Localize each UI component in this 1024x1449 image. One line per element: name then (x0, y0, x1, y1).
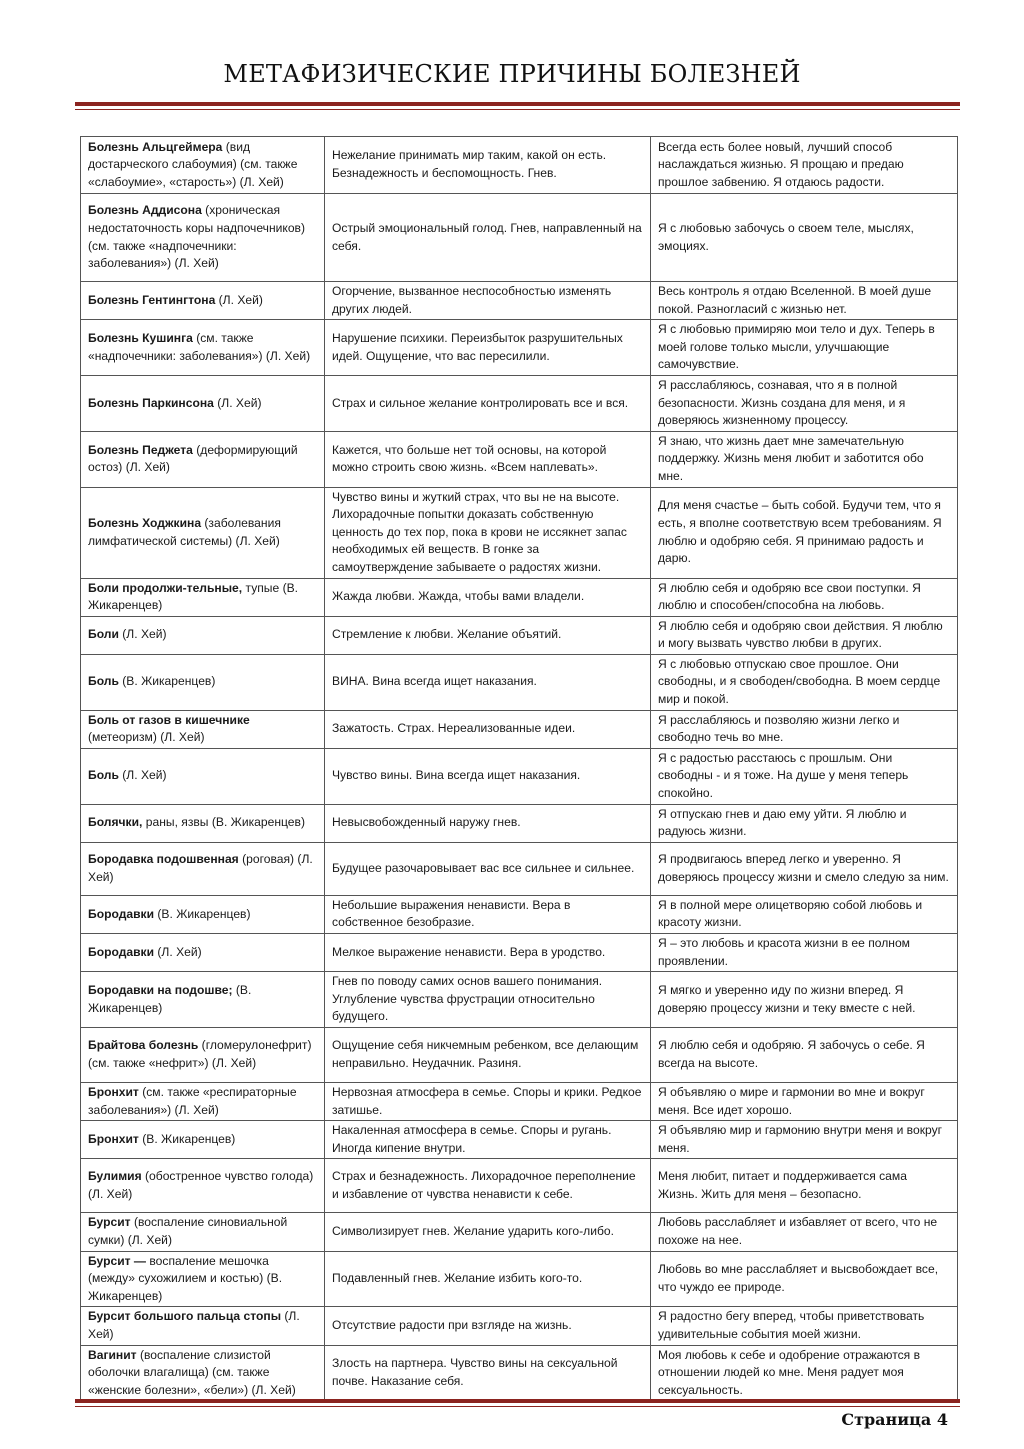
disease-note: (В. Жикаренцев) (138, 1131, 236, 1146)
affirmation-cell: Я расслабляюсь и позволяю жизни легко и свободно течь во мне. (651, 710, 958, 748)
cause-cell: Накаленная атмосфера в семье. Споры и ругань. Иногда кипение внутри. (325, 1121, 651, 1159)
table-row (81, 375, 958, 431)
table-row (81, 1345, 958, 1401)
disease-name: Бородавка подошвенная (88, 852, 239, 867)
disease-note: раны, язвы (В. Жикаренцев) (142, 815, 305, 830)
table-row (81, 320, 958, 376)
cause-cell: Ощущение себя никчемным ребенком, все делающим неправильно. Неудачник. Разиня. (325, 1027, 651, 1082)
disease-name: Болезнь Ходжкина (88, 515, 202, 530)
disease-name-cell (81, 282, 325, 320)
affirmation-cell: Я люблю себя и одобряю. Я забочусь о себе. Я всегда на высоте. (651, 1027, 958, 1082)
disease-note: (обостренное чувство голода) (Л. Хей) (88, 1169, 314, 1201)
disease-note: (Л. Хей) (88, 1309, 300, 1341)
table-row (81, 1121, 958, 1159)
table-row (81, 487, 958, 578)
affirmation-cell: Я люблю себя и одобряю свои действия. Я люблю и могу вызвать чувство любви в других. (651, 616, 958, 654)
disease-name-cell (81, 375, 325, 431)
cause-cell: Чувство вины. Вина всегда ищет наказания. (325, 748, 651, 804)
disease-note: тупые (В. Жикаренцев) (88, 580, 299, 613)
affirmation-cell: Для меня счастье – быть собой. Будучи тем, что я есть, я вполне соответствую всем требованиям. Я люблю и одобряю себя. Я принимаю радость и дарю. (651, 487, 958, 578)
disease-name: Боль от газов в кишечнике (88, 712, 250, 727)
table-row (81, 1251, 958, 1307)
footer-rule-thick (75, 1399, 960, 1403)
table-row (81, 934, 958, 972)
disease-name-cell (81, 1027, 325, 1082)
disease-name: Бородавки (88, 906, 155, 921)
affirmation-cell: Всегда есть более новый, лучший способ наслаждаться жизнью. Я прощаю и предаю прошлое забвению. Я отдаюсь радости. (651, 137, 958, 194)
disease-name-cell (81, 320, 325, 376)
disease-name: Болячки, (88, 815, 143, 830)
affirmation-cell: Любовь во мне расслабляет и высвобождает все, что чуждо ее природе. (651, 1251, 958, 1307)
affirmation-cell: Я с любовью забочусь о своем теле, мыслях, эмоциях. (651, 194, 958, 282)
table-row (81, 1307, 958, 1345)
disease-name: Бородавки (88, 944, 155, 959)
affirmation-cell: Весь контроль я отдаю Вселенной. В моей душе покой. Разногласий с жизнью нет. (651, 282, 958, 320)
disease-name: Болезнь Кушинга (88, 330, 193, 345)
header-rule-thin (75, 109, 960, 110)
footer-rule-thin (75, 1406, 960, 1407)
cause-cell: Злость на партнера. Чувство вины на сексуальной почве. Наказание себя. (325, 1345, 651, 1401)
cause-cell: Жажда любви. Жажда, чтобы вами владели. (325, 578, 651, 616)
table-row (81, 748, 958, 804)
disease-name-cell (81, 578, 325, 616)
disease-note: (вид достарческого слабоумия) (см. также «слабоумие», «старость») (Л. Хей) (88, 139, 298, 189)
table-row (81, 578, 958, 616)
disease-name-cell (81, 1121, 325, 1159)
table-row (81, 1027, 958, 1082)
disease-note: (Л. Хей) (154, 944, 202, 959)
cause-cell: Мелкое выражение ненависти. Вера в уродство. (325, 934, 651, 972)
cause-cell: Отсутствие радости при взгляде на жизнь. (325, 1307, 651, 1345)
table-row (81, 895, 958, 933)
affirmation-cell: Я знаю, что жизнь дает мне замечательную поддержку. Жизнь меня любит и заботится обо мне. (651, 431, 958, 487)
cause-cell: Нежелание принимать мир таким, какой он есть. Безнадежность и беспомощность. Гнев. (325, 137, 651, 194)
affirmation-cell: Моя любовь к себе и одобрение отражаются в отношении людей ко мне. Меня радует моя сексуальность. (651, 1345, 958, 1401)
cause-cell: Зажатость. Страх. Нереализованные идеи. (325, 710, 651, 748)
disease-name-cell (81, 748, 325, 804)
cause-cell: Страх и сильное желание контролировать все и вся. (325, 375, 651, 431)
table-row (81, 710, 958, 748)
disease-name-cell (81, 431, 325, 487)
disease-name-cell (81, 710, 325, 748)
affirmation-cell: Я объявляю мир и гармонию внутри меня и вокруг меня. (651, 1121, 958, 1159)
disease-name: Бурсит большого пальца стопы (88, 1309, 282, 1324)
affirmation-cell: Я люблю себя и одобряю все свои поступки. Я люблю и способен/способна на любовь. (651, 578, 958, 616)
disease-note: воспаление мешочка (между» сухожилием и костью) (В. Жикаренцев) (88, 1253, 283, 1303)
table-row (81, 804, 958, 842)
disease-name-cell (81, 654, 325, 710)
diseases-table (80, 136, 958, 1401)
disease-note: (гломерулонефрит) (см. также «нефрит») (Л. Хей) (88, 1038, 312, 1070)
cause-cell: Небольшие выражения ненависти. Вера в собственное безобразие. (325, 895, 651, 933)
table-row (81, 1082, 958, 1120)
table-row (81, 431, 958, 487)
disease-note: (воспаление слизистой оболочки влагалища) (см. также «женские болезни», «бели») (Л. Хей) (88, 1347, 296, 1397)
cause-cell: Гнев по поводу самих основ вашего понимания. Углубление чувства фрустрации относительно будущего. (325, 972, 651, 1028)
disease-note: (деформирующий остоз) (Л. Хей) (88, 442, 298, 475)
disease-name-cell (81, 1307, 325, 1345)
disease-note: (В. Жикаренцев) (88, 982, 252, 1015)
table-row (81, 972, 958, 1028)
disease-note: (см. также «надпочечники: заболевания») (Л. Хей) (88, 330, 311, 363)
affirmation-cell: Я с любовью примиряю мои тело и дух. Теперь в моей голове только мысли, улучшающие самочувствие. (651, 320, 958, 376)
disease-name-cell (81, 842, 325, 895)
disease-name: Булимия (88, 1169, 142, 1184)
disease-note: (воспаление синовиальной сумки) (Л. Хей) (88, 1215, 288, 1247)
cause-cell: Невысвобожденный наружу гнев. (325, 804, 651, 842)
disease-note: (см. также «респираторные заболевания») (Л. Хей) (88, 1084, 297, 1117)
cause-cell: Подавленный гнев. Желание избить кого-то. (325, 1251, 651, 1307)
table-row (81, 194, 958, 282)
disease-name: Вагинит (88, 1347, 137, 1362)
affirmation-cell: Я в полной мере олицетворяю собой любовь и красоту жизни. (651, 895, 958, 933)
disease-name: Брайтова болезнь (88, 1038, 199, 1053)
disease-name-cell (81, 1345, 325, 1401)
table-row (81, 654, 958, 710)
page-title: МЕТАФИЗИЧЕСКИЕ ПРИЧИНЫ БОЛЕЗНЕЙ (223, 60, 801, 88)
disease-name-cell (81, 1159, 325, 1213)
cause-cell: Острый эмоциональный голод. Гнев, направленный на себя. (325, 194, 651, 282)
disease-note: (метеоризм) (Л. Хей) (88, 730, 205, 745)
cause-cell: Будущее разочаровывает вас все сильнее и сильнее. (325, 842, 651, 895)
table-row (81, 137, 958, 194)
affirmation-cell: Я с радостью расстаюсь с прошлым. Они свободны - и я тоже. На душе у меня теперь спокойно. (651, 748, 958, 804)
affirmation-cell: Я объявляю о мире и гармонии во мне и вокруг меня. Все идет хорошо. (651, 1082, 958, 1120)
disease-name: Боли (88, 627, 119, 642)
disease-name: Бронхит (88, 1131, 139, 1146)
disease-name: Бородавки на подошве; (88, 982, 233, 997)
disease-name-cell (81, 895, 325, 933)
table-row (81, 1213, 958, 1251)
cause-cell: Кажется, что больше нет той основы, на которой можно строить свою жизнь. «Всем наплевать». (325, 431, 651, 487)
header-rule-thick (75, 102, 960, 106)
disease-name: Боль (88, 674, 119, 689)
disease-name: Болезнь Аддисона (88, 203, 202, 218)
disease-note: (В. Жикаренцев) (154, 906, 251, 921)
disease-name-cell (81, 194, 325, 282)
disease-name: Болезнь Паркинсона (88, 395, 214, 410)
page-number: Страница 4 (841, 1410, 948, 1429)
affirmation-cell: Я отпускаю гнев и даю ему уйти. Я люблю и радуюсь жизни. (651, 804, 958, 842)
disease-name: Бурсит (88, 1215, 131, 1230)
disease-name-cell (81, 1082, 325, 1120)
affirmation-cell: Меня любит, питает и поддерживается сама Жизнь. Жить для меня – безопасно. (651, 1159, 958, 1213)
cause-cell: Нарушение психики. Переизбыток разрушительных идей. Ощущение, что вас пересилили. (325, 320, 651, 376)
affirmation-cell: Любовь расслабляет и избавляет от всего, что не похоже на нее. (651, 1213, 958, 1251)
table-row (81, 282, 958, 320)
affirmation-cell: Я – это любовь и красота жизни в ее полном проявлении. (651, 934, 958, 972)
disease-note: (Л. Хей) (215, 292, 263, 307)
cause-cell: Огорчение, вызванное неспособностью изменять других людей. (325, 282, 651, 320)
disease-note: (роговая) (Л. Хей) (88, 852, 313, 884)
disease-name-cell (81, 616, 325, 654)
affirmation-cell: Я с любовью отпускаю свое прошлое. Они свободны, и я свободен/свободна. В моем сердце мир и покой. (651, 654, 958, 710)
disease-name-cell (81, 137, 325, 194)
disease-name: Болезнь Альцгеймера (88, 139, 223, 154)
affirmation-cell: Я мягко и уверенно иду по жизни вперед. Я доверяю процессу жизни и теку вместе с ней. (651, 972, 958, 1028)
disease-name-cell (81, 804, 325, 842)
disease-name-cell (81, 934, 325, 972)
cause-cell: ВИНА. Вина всегда ищет наказания. (325, 654, 651, 710)
cause-cell: Стремление к любви. Желание объятий. (325, 616, 651, 654)
table-row (81, 616, 958, 654)
cause-cell: Страх и безнадежность. Лихорадочное переполнение и избавление от чувства ненависти к себе. (325, 1159, 651, 1213)
disease-note: (В. Жикаренцев) (118, 674, 216, 689)
affirmation-cell: Я продвигаюсь вперед легко и уверенно. Я доверяюсь процессу жизни и смело следую за ним. (651, 842, 958, 895)
cause-cell: Символизирует гнев. Желание ударить кого-либо. (325, 1213, 651, 1251)
diseases-table-body (81, 137, 958, 1401)
table-row (81, 842, 958, 895)
disease-name-cell (81, 1213, 325, 1251)
disease-name: Бурсит — (88, 1253, 147, 1268)
affirmation-cell: Я радостно бегу вперед, чтобы приветствовать удивительные события моей жизни. (651, 1307, 958, 1345)
disease-name: Боли продолжи-тельные, (88, 580, 243, 595)
disease-name: Болезнь Гентингтона (88, 292, 216, 307)
disease-name: Болезнь Педжета (88, 442, 193, 457)
disease-name: Бронхит (88, 1084, 139, 1099)
cause-cell: Нервозная атмосфера в семье. Споры и крики. Редкое затишье. (325, 1082, 651, 1120)
disease-note: (Л. Хей) (118, 768, 167, 783)
disease-name-cell (81, 487, 325, 578)
disease-name-cell (81, 972, 325, 1028)
disease-note: (Л. Хей) (118, 627, 167, 642)
disease-note: (заболевания лимфатической системы) (Л. Хей) (88, 515, 281, 548)
disease-name-cell (81, 1251, 325, 1307)
table-row (81, 1159, 958, 1213)
disease-name: Боль (88, 768, 119, 783)
disease-note: (хроническая недостаточность коры надпочечников) (см. также «надпочечники: заболевания») (Л. Хей) (88, 203, 306, 271)
affirmation-cell: Я расслабляюсь, сознавая, что я в полной безопасности. Жизнь создана для меня, и я доверяюсь жизненному процессу. (651, 375, 958, 431)
disease-note: (Л. Хей) (213, 395, 262, 410)
cause-cell: Чувство вины и жуткий страх, что вы не на высоте. Лихорадочные попытки доказать собственную ценность до тех пор, пока в крови не иссякнет запас необходимых ей веществ. В гонке за самоутверждение забываете о радостях жизни. (325, 487, 651, 578)
